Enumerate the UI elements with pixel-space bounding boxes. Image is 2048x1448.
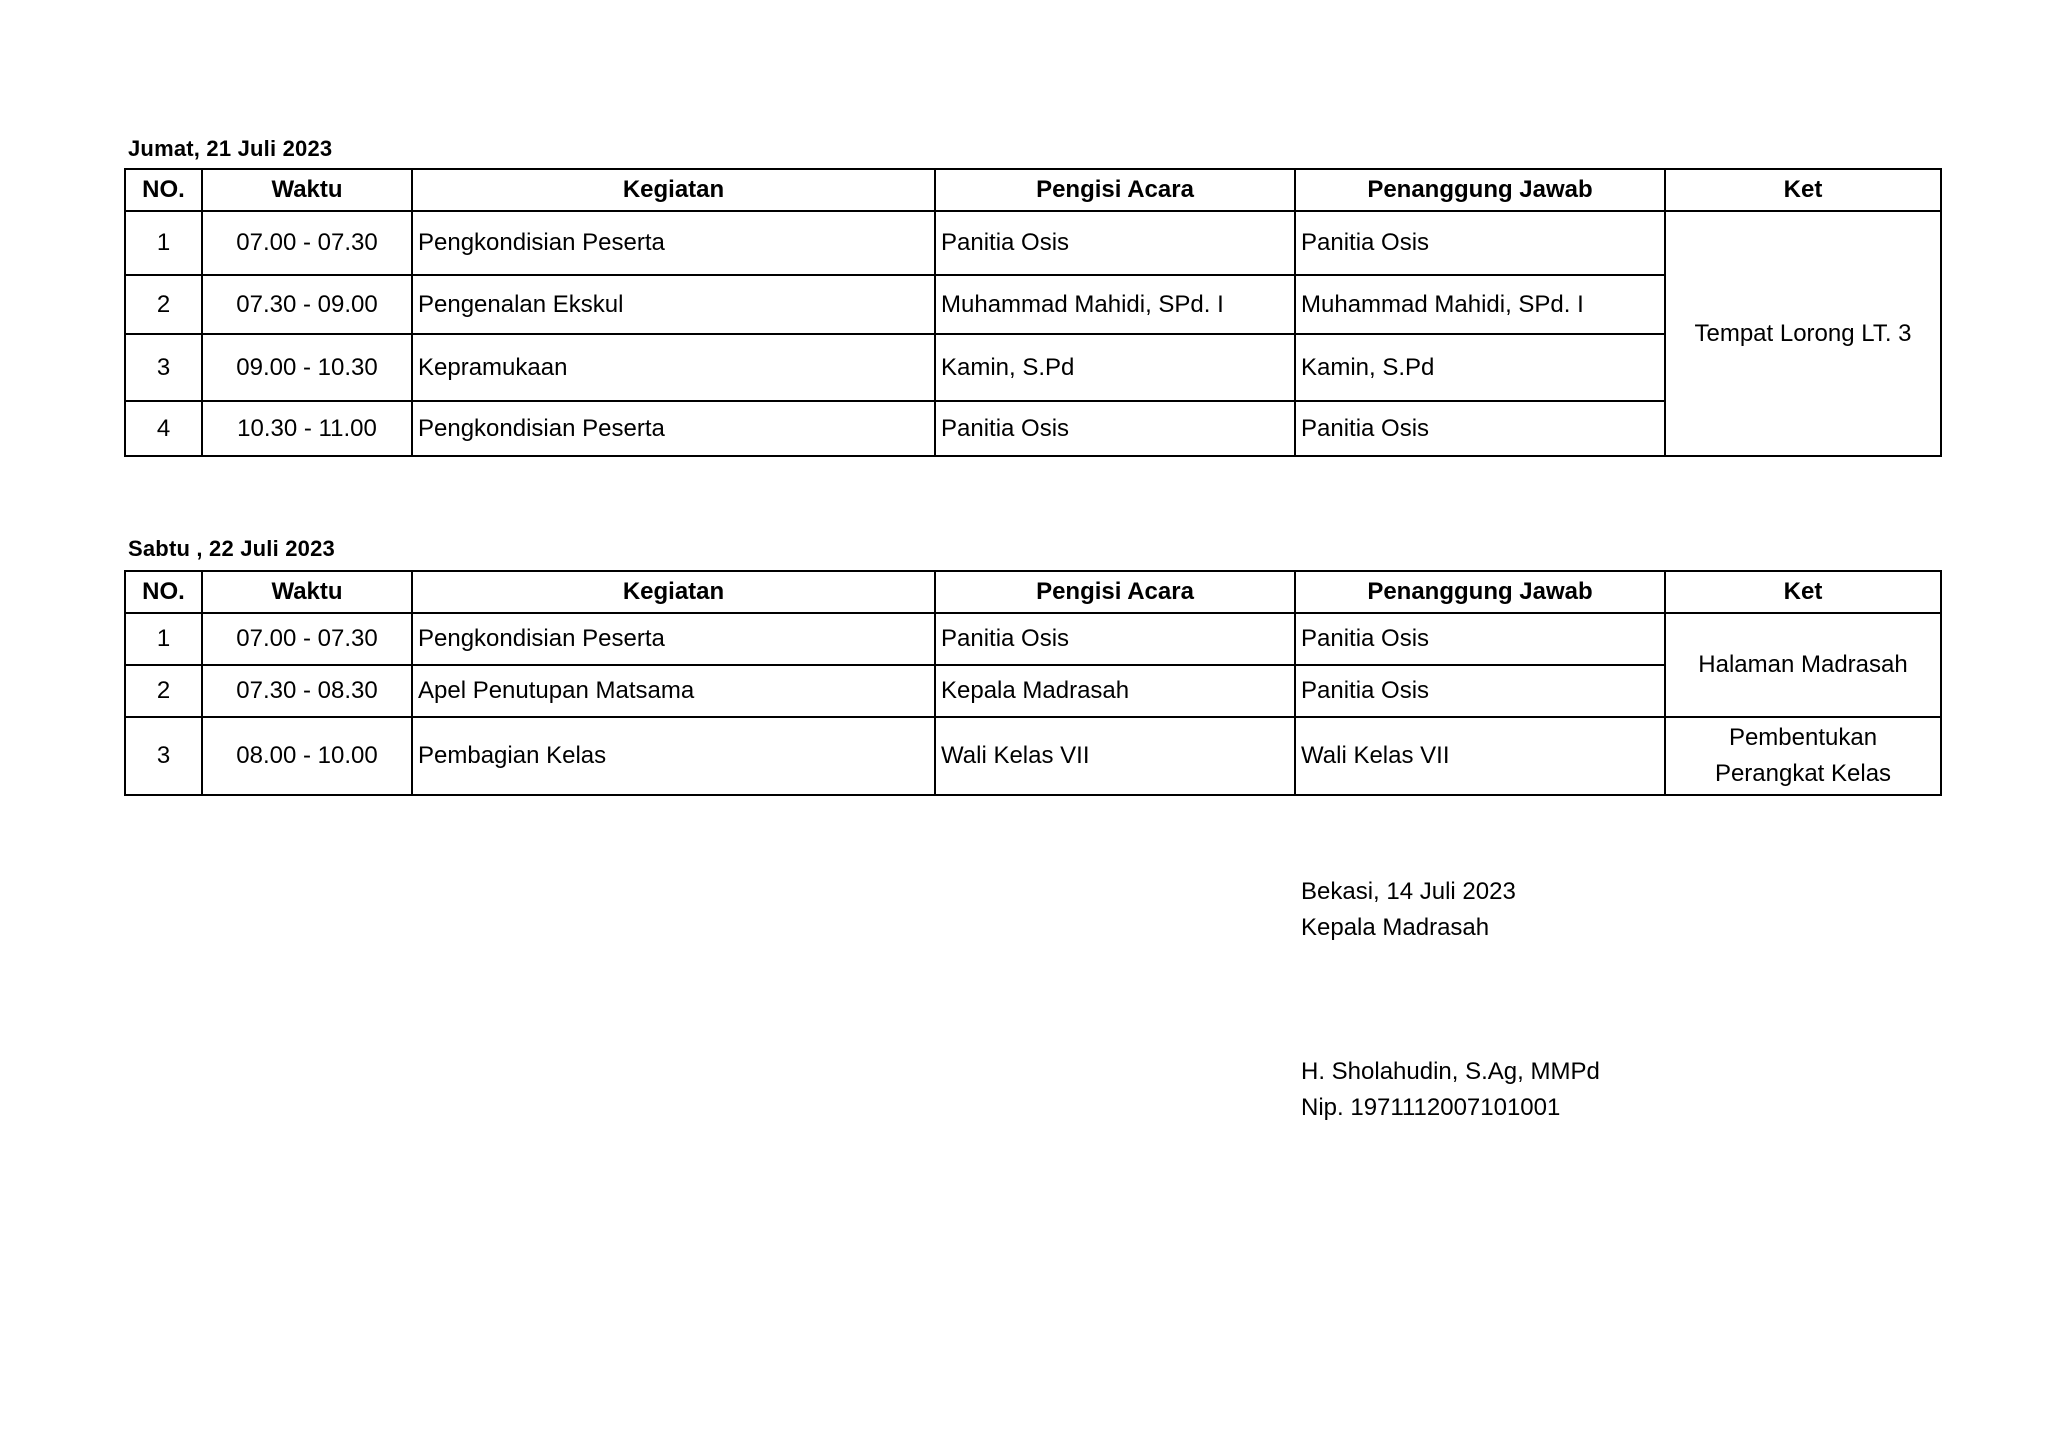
cell-no: 2 bbox=[125, 665, 202, 717]
cell-kegiatan: Pembagian Kelas bbox=[412, 717, 935, 795]
cell-no: 2 bbox=[125, 275, 202, 334]
section-title-friday: Jumat, 21 Juli 2023 bbox=[128, 136, 333, 161]
header-penanggung-jawab: Penanggung Jawab bbox=[1295, 571, 1665, 613]
cell-kegiatan: Pengkondisian Peserta bbox=[412, 613, 935, 665]
cell-waktu: 07.00 - 07.30 bbox=[202, 613, 412, 665]
cell-waktu: 07.30 - 08.30 bbox=[202, 665, 412, 717]
cell-penanggung-jawab: Muhammad Mahidi, SPd. I bbox=[1295, 275, 1665, 334]
signature-block bbox=[1301, 874, 1600, 1126]
cell-penanggung-jawab: Panitia Osis bbox=[1295, 211, 1665, 275]
signature-space bbox=[1301, 946, 1600, 1054]
cell-waktu: 07.00 - 07.30 bbox=[202, 211, 412, 275]
cell-pengisi-acara: Panitia Osis bbox=[935, 211, 1295, 275]
cell-waktu: 08.00 - 10.00 bbox=[202, 717, 412, 795]
table-row bbox=[125, 717, 1941, 795]
cell-pengisi-acara: Wali Kelas VII bbox=[935, 717, 1295, 795]
cell-penanggung-jawab: Panitia Osis bbox=[1295, 613, 1665, 665]
header-kegiatan: Kegiatan bbox=[412, 169, 935, 211]
schedule-table-friday bbox=[124, 168, 1942, 457]
cell-waktu: 09.00 - 10.30 bbox=[202, 334, 412, 401]
cell-pengisi-acara: Muhammad Mahidi, SPd. I bbox=[935, 275, 1295, 334]
header-waktu: Waktu bbox=[202, 571, 412, 613]
cell-waktu: 10.30 - 11.00 bbox=[202, 401, 412, 456]
cell-kegiatan: Pengkondisian Peserta bbox=[412, 401, 935, 456]
header-kegiatan: Kegiatan bbox=[412, 571, 935, 613]
cell-no: 1 bbox=[125, 211, 202, 275]
header-ket: Ket bbox=[1665, 571, 1941, 613]
cell-pengisi-acara: Kamin, S.Pd bbox=[935, 334, 1295, 401]
header-no: NO. bbox=[125, 571, 202, 613]
schedule-table-saturday bbox=[124, 570, 1942, 796]
table-header-row bbox=[125, 571, 1941, 613]
cell-no: 1 bbox=[125, 613, 202, 665]
cell-ket: Tempat Lorong LT. 3 bbox=[1665, 211, 1941, 456]
cell-no: 3 bbox=[125, 717, 202, 795]
cell-kegiatan: Pengenalan Ekskul bbox=[412, 275, 935, 334]
cell-pengisi-acara: Panitia Osis bbox=[935, 613, 1295, 665]
cell-kegiatan: Kepramukaan bbox=[412, 334, 935, 401]
cell-penanggung-jawab: Wali Kelas VII bbox=[1295, 717, 1665, 795]
signature-place-date: Bekasi, 14 Juli 2023 bbox=[1301, 878, 1516, 905]
header-penanggung-jawab: Penanggung Jawab bbox=[1295, 169, 1665, 211]
table-header-row bbox=[125, 169, 1941, 211]
cell-pengisi-acara: Kepala Madrasah bbox=[935, 665, 1295, 717]
header-pengisi-acara: Pengisi Acara bbox=[935, 571, 1295, 613]
cell-waktu: 07.30 - 09.00 bbox=[202, 275, 412, 334]
cell-pengisi-acara: Panitia Osis bbox=[935, 401, 1295, 456]
cell-penanggung-jawab: Kamin, S.Pd bbox=[1295, 334, 1665, 401]
cell-penanggung-jawab: Panitia Osis bbox=[1295, 401, 1665, 456]
header-no: NO. bbox=[125, 169, 202, 211]
cell-no: 4 bbox=[125, 401, 202, 456]
table-row bbox=[125, 211, 1941, 275]
signature-position: Kepala Madrasah bbox=[1301, 914, 1490, 941]
table-row bbox=[125, 613, 1941, 665]
cell-no: 3 bbox=[125, 334, 202, 401]
header-waktu: Waktu bbox=[202, 169, 412, 211]
header-ket: Ket bbox=[1665, 169, 1941, 211]
section-title-saturday: Sabtu , 22 Juli 2023 bbox=[128, 536, 335, 561]
cell-kegiatan: Pengkondisian Peserta bbox=[412, 211, 935, 275]
signature-nip: Nip. 1971112007101001 bbox=[1301, 1094, 1561, 1121]
cell-ket: Halaman Madrasah bbox=[1665, 613, 1941, 717]
cell-kegiatan: Apel Penutupan Matsama bbox=[412, 665, 935, 717]
header-pengisi-acara: Pengisi Acara bbox=[935, 169, 1295, 211]
cell-penanggung-jawab: Panitia Osis bbox=[1295, 665, 1665, 717]
signature-name: H. Sholahudin, S.Ag, MMPd bbox=[1301, 1058, 1600, 1085]
cell-ket: Pembentukan Perangkat Kelas bbox=[1665, 717, 1941, 795]
